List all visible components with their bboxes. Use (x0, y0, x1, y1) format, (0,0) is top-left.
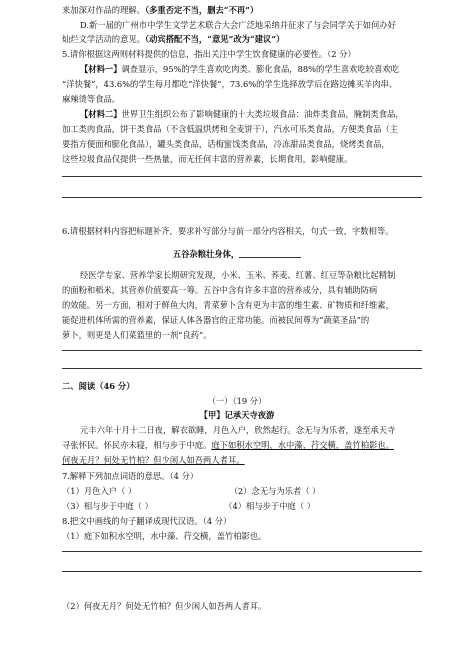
q6-title (0, 249, 474, 260)
q5-material2-line1 (80, 109, 440, 120)
reading-text-line2-plain: 寻张怀民。怀民亦未寝，相与步于中庭。 (62, 440, 212, 450)
q7-item-3[interactable]: （3）相与步于中庭（ ） (62, 501, 153, 511)
q8-answer-line-2[interactable] (62, 571, 422, 572)
q6-title-blank[interactable] (239, 249, 301, 258)
option-c-continuation (62, 5, 422, 16)
q6-answer-line-2[interactable] (62, 368, 422, 369)
q6-passage-line2: 的面粉和稻米，其营养价值要高一筹。五谷中含有许多丰富的营养成分，具有辅助防病 (62, 285, 378, 295)
q5-material1-line3: 麻辣烫等食品。 (62, 94, 121, 104)
q7-stem: 7.解释下列加点词语的意思。（4 分） (62, 471, 199, 481)
q8-sentence-1: （1）庭下如积水空明，水中藻、荇交横，盖竹柏影也。 (62, 531, 267, 541)
q8-sentence-2: （2）何夜无月？何处无竹柏？但少闲人如吾两人者耳。 (62, 601, 267, 611)
q6-answer-line-1[interactable] (62, 350, 422, 351)
reading-section-heading: 二、阅读（46 分） (62, 381, 135, 391)
reading-part-heading: （一）（19 分） (207, 396, 267, 406)
option-d-text: 灿烂文学活动的意见。 (62, 34, 145, 44)
reading-text-line1: 元丰六年十月十二日夜，解衣欲睡，月色入户，欣然起行。念无与为乐者，遂至承天寺 (80, 425, 396, 435)
option-d-line2 (62, 34, 422, 45)
reading-underlined-sentence-2: 何夜无月？何处无竹柏？但少闲人如吾两人者耳。 (62, 455, 245, 465)
q5-material1-line2: “洋快餐”，43.6%的学生每月都吃“洋快餐”，73.6%的学生选择放学后在路边摊买羊肉串、 (62, 79, 398, 89)
q5-material2-line2: 加工类肉食品，饼干类食品（不含低温烘烤和全麦饼干），汽水可乐类食品，方便类食品（主 (62, 124, 399, 134)
option-c-answer: （多重否定不当，删去“不再”） (144, 5, 259, 15)
q8-answer-line-1[interactable] (62, 551, 422, 552)
q6-stem: 6.请根据材料内容把标题补齐，要求补写部分与前一部分内容相关，句式一致，字数相等。 (62, 226, 394, 236)
q7-row1 (62, 486, 422, 497)
material1-label: 【材料一】 (80, 64, 122, 74)
q7-item-1[interactable]: （1）月色入户（ ） (62, 486, 137, 496)
q5-stem: 5.请你根据这两则材料提供的信息，指出关注中学生饮食健康的必要性。（2 分） (62, 49, 356, 59)
option-c-text: 来加深对作品的理解。 (62, 5, 145, 15)
reading-text-line3 (62, 455, 422, 466)
q6-passage-line3: 的效能。另一方面，相对于鲜鱼大肉，青菜萝卜含有更为丰富的维生素、矿物质和纤维素， (62, 300, 394, 310)
q6-passage-line4: 能促进机体所需的营养素，保证人体各器官的正常功能。而被民间尊为“蔬菜圣品”的 (62, 315, 370, 325)
q5-material1-line1 (80, 64, 440, 75)
material2-label: 【材料二】 (80, 109, 122, 119)
q6-title-prefix: 五谷杂粮壮身体， (172, 249, 240, 259)
q6-passage-line5: 萝卜，则更是人们菜篮里的一剂“良药”。 (62, 330, 212, 340)
material1-text: 调查显示，95%的学生喜欢吃肉类、膨化食品，88%的学生喜欢吃较喜欢吃 (121, 64, 399, 74)
q5-answer-line-1[interactable] (62, 176, 422, 177)
option-d-answer: （动宾搭配不当，“意见”改为“建议”） (144, 34, 285, 44)
material2-text: 世界卫生组织公布了影响健康的十大类垃圾食品：油炸类食品，腌制类食品， (121, 109, 404, 119)
option-d-line1: D.新一届的广州市中学生文学艺术联合大会广泛地采纳并征求了与会同学关于如何办好 (80, 20, 396, 30)
q6-passage-line1: 经医学专家、营养学家长期研究发现，小米、玉米、荞麦、红薯、红豆等杂粮比起精制 (80, 270, 396, 280)
reading-text-line2 (62, 440, 422, 451)
reading-underlined-sentence-1: 庭下如积水空明，水中藻、荇交横，盖竹柏影也。 (211, 440, 394, 450)
q5-material2-line3: 要指方便面和膨化食品），罐头类食品，话梅蜜饯类食品，冷冻甜品类食品，烧烤类食品， (62, 139, 390, 149)
reading-text-title: 【甲】记承天寺夜游 (199, 410, 275, 420)
q5-material2-line4: 这些垃圾食品仅提供一些热量，而无任何丰富的营养素，长期食用，影响健康。 (62, 154, 353, 164)
q5-answer-line-2[interactable] (62, 197, 422, 198)
q7-item-4[interactable]: （4）相与步于中庭（ ） (224, 501, 316, 511)
q7-item-2[interactable]: （2）念无与为乐者（ ） (229, 486, 321, 496)
q7-row2 (62, 501, 422, 512)
q8-stem: 8.把文中画线的句子翻译成现代汉语。（4 分） (62, 516, 232, 526)
